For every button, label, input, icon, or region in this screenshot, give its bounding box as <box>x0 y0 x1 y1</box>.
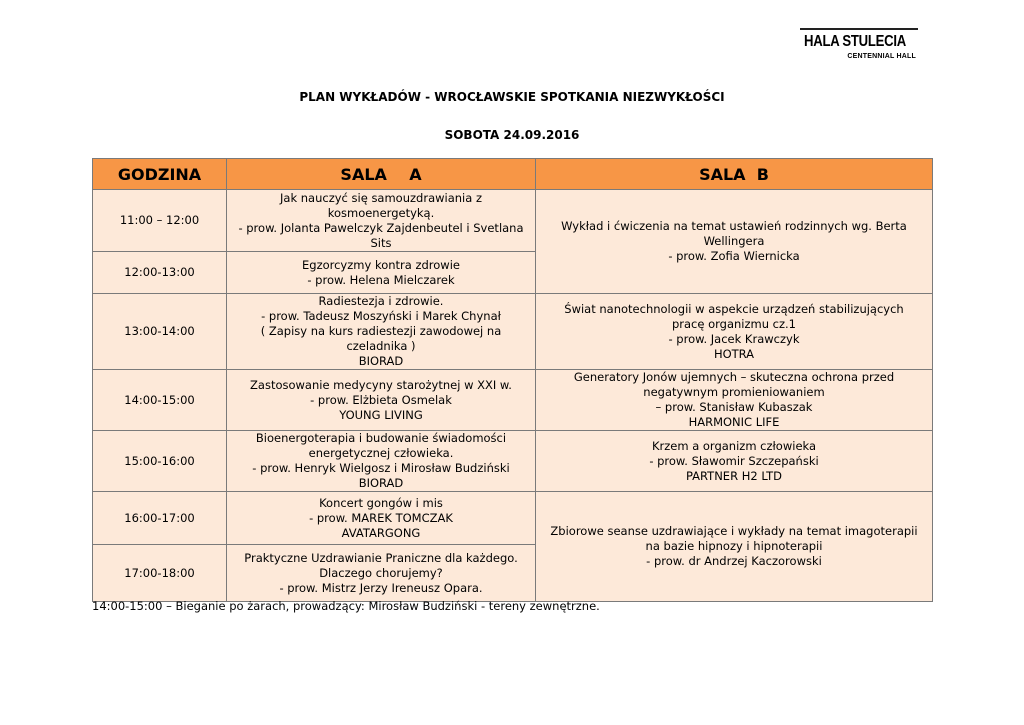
time-cell: 15:00-16:00 <box>93 431 227 492</box>
logo-main <box>800 33 918 51</box>
time-cell: 13:00-14:00 <box>93 294 227 370</box>
cell-line: - prow. Mistrz Jerzy Ireneusz Opara. <box>279 580 483 595</box>
cell-line: – prow. Stanisław Kubaszak <box>655 400 813 414</box>
cell-line: BIORAD <box>358 476 404 490</box>
cell-line: - prow. Zofia Wiernicka <box>668 249 800 263</box>
cell-line: AVATARGONG <box>341 525 421 540</box>
sala-a-cell <box>227 190 536 252</box>
cell-line: - prow. Henryk Wielgosz i Mirosław Budziński <box>252 461 510 475</box>
cell-line: negatywnym promieniowaniem <box>643 385 825 399</box>
table-row <box>93 190 933 252</box>
cell-line: Praktyczne Uzdrawianie Praniczne dla każdego. <box>244 550 518 565</box>
cell-line: energetycznej człowieka. <box>308 446 454 460</box>
document-date: SOBOTA 24.09.2016 <box>444 128 580 142</box>
table-row <box>93 370 933 431</box>
cell-line: HOTRA <box>713 346 755 361</box>
cell-line: Sits <box>370 235 392 250</box>
cell-line: Radiestezja i zdrowie. <box>318 294 444 308</box>
cell-line: Wellingera <box>703 234 765 248</box>
cell-line: - prow. Jolanta Pawelczyk Zajdenbeutel i Svetlana <box>238 220 524 235</box>
sala-b-cell <box>536 294 933 370</box>
header-sala-b: SALA B <box>536 159 933 190</box>
document-title: PLAN WYKŁADÓW - WROCŁAWSKIE SPOTKANIA NIEZWYKŁOŚCI <box>299 90 725 104</box>
cell-line: Dlaczego chorujemy? <box>319 565 443 580</box>
cell-line: na bazie hipnozy i hipnoterapii <box>645 539 823 553</box>
cell-line: - prow. dr Andrzej Kaczorowski <box>646 554 822 568</box>
cell-line: Egzorcyzmy kontra zdrowie <box>302 257 460 272</box>
sala-a-cell <box>227 431 536 492</box>
cell-line: PARTNER H2 LTD <box>685 468 783 483</box>
cell-line: Bioenergoterapia i budowanie świadomości <box>255 431 507 445</box>
cell-line: pracę organizmu cz.1 <box>671 316 797 331</box>
logo-top-rule <box>800 28 918 30</box>
header-sala-a: SALA A <box>227 159 536 190</box>
sala-a-cell <box>227 252 536 294</box>
sala-b-cell <box>536 492 933 602</box>
cell-line: - prow. Jacek Krawczyk <box>668 331 800 346</box>
schedule-table <box>92 158 933 602</box>
footnote: 14:00-15:00 – Bieganie po żarach, prowadzący: Mirosław Budziński - tereny zewnętrzne. <box>92 599 600 613</box>
table-row <box>93 431 933 492</box>
logo-title: HALA STULECIA <box>804 33 907 50</box>
cell-line: Zastosowanie medycyny starożytnej w XXI w. <box>250 377 512 392</box>
cell-line: - prow. Tadeusz Moszyński i Marek Chynał <box>261 309 501 323</box>
time-cell: 14:00-15:00 <box>93 370 227 431</box>
header-time: GODZINA <box>93 159 227 190</box>
sala-b-cell <box>536 431 933 492</box>
time-cell: 17:00-18:00 <box>93 545 227 602</box>
cell-line: Wykład i ćwiczenia na temat ustawień rodzinnych wg. Berta <box>561 219 907 233</box>
cell-line: Zbiorowe seanse uzdrawiające i wykłady na temat imagoterapii <box>550 524 918 538</box>
cell-line: BIORAD <box>358 354 404 368</box>
cell-line: YOUNG LIVING <box>339 407 423 422</box>
cell-line: - prow. MAREK TOMCZAK <box>309 510 453 525</box>
cell-line: kosmoenergetyką. <box>327 205 435 220</box>
cell-line: Krzem a organizm człowieka <box>651 438 817 453</box>
sala-a-cell <box>227 492 536 545</box>
cell-line: Generatory Jonów ujemnych – skuteczna ochrona przed <box>573 370 895 384</box>
logo-subtitle: CENTENNIAL HALL <box>847 53 916 60</box>
sala-b-cell <box>536 190 933 294</box>
table-row <box>93 492 933 545</box>
header-row <box>93 159 933 190</box>
cell-line: - prow. Helena Mielczarek <box>307 272 455 287</box>
cell-line: ( Zapisy na kurs radiestezji zawodowej na <box>260 324 502 338</box>
cell-line: Świat nanotechnologii w aspekcie urządzeń stabilizujących <box>564 301 904 316</box>
sala-a-cell <box>227 545 536 602</box>
cell-line: Koncert gongów i mis <box>319 495 443 510</box>
hala-stulecia-logo <box>800 28 918 60</box>
sala-b-cell <box>536 370 933 431</box>
cell-line: czeladnika ) <box>346 339 416 353</box>
time-cell: 11:00 – 12:00 <box>93 190 227 252</box>
cell-line: - prow. Sławomir Szczepański <box>649 453 819 468</box>
cell-line: HARMONIC LIFE <box>688 415 780 429</box>
sala-a-cell <box>227 294 536 370</box>
time-cell: 16:00-17:00 <box>93 492 227 545</box>
cell-line: Jak nauczyć się samouzdrawiania z <box>280 190 482 205</box>
sala-a-cell <box>227 370 536 431</box>
table-row <box>93 294 933 370</box>
time-cell: 12:00-13:00 <box>93 252 227 294</box>
cell-line: - prow. Elżbieta Osmelak <box>310 392 452 407</box>
